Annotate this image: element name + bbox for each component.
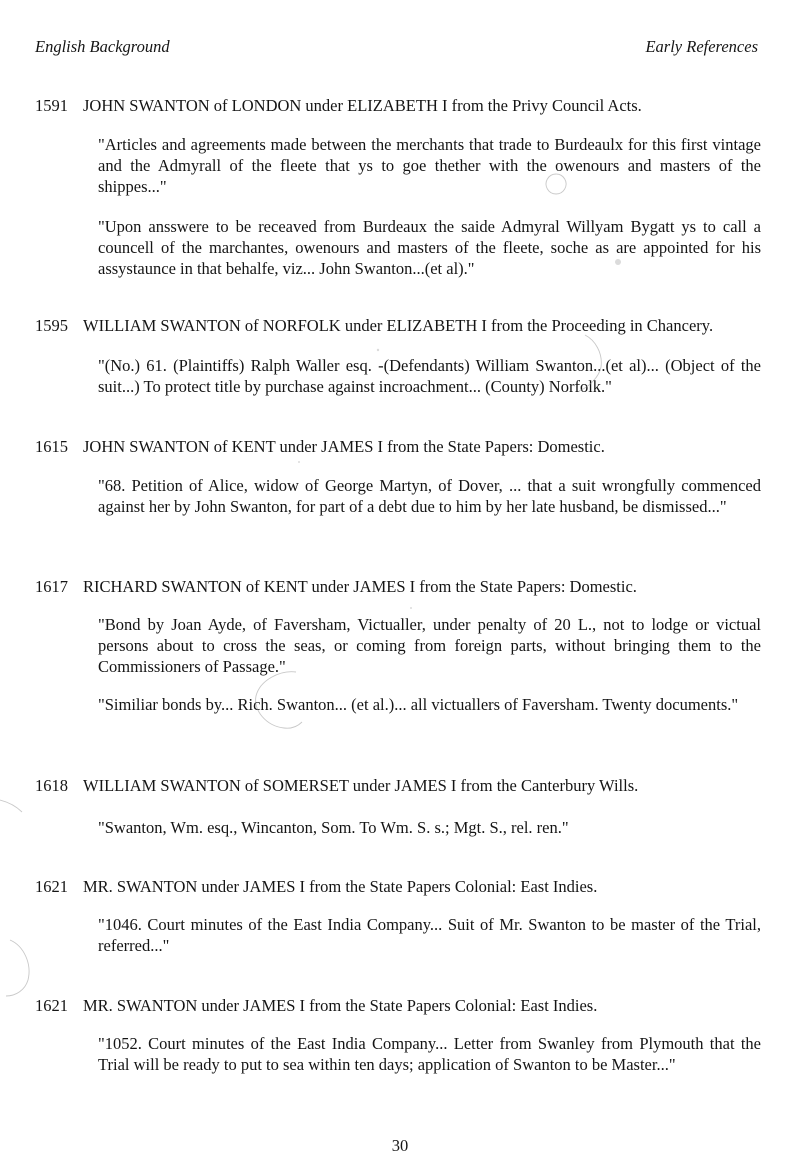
entry-quote: "68. Petition of Alice, widow of George Martyn, of Dover, ... that a suit wrongfully commenced against her by John Swanton, for part of a debt due to him by her late husband, be dismissed...": [98, 476, 761, 516]
entry-year: 1621: [35, 996, 68, 1015]
entry-title: MR. SWANTON under JAMES I from the State Papers Colonial: East Indies.: [83, 877, 598, 896]
entry-quote: "Swanton, Wm. esq., Wincanton, Som. To Wm. S. s.; Mgt. S., rel. ren.": [98, 818, 569, 837]
entry-quote: "1046. Court minutes of the East India Company... Suit of Mr. Swanton to be master of the Trial, referred...": [98, 915, 761, 955]
entry-title: WILLIAM SWANTON of SOMERSET under JAMES I from the Canterbury Wills.: [83, 776, 639, 795]
margin-pencil-mark: [6, 940, 29, 996]
entry-year: 1617: [35, 577, 68, 596]
running-header-left: English Background: [35, 37, 170, 56]
scan-speck: [377, 349, 379, 351]
entry-quote: "Upon ansswere to be receaved from Burdeaux the saide Admyral Willyam Bygatt ys to call a councell of the marchantes, owenours and masters of the fleete, soche as are appointed for his assystaunce in that behalfe, viz... John Swanton...(et al).": [98, 217, 761, 278]
entry-title: JOHN SWANTON of KENT under JAMES I from the State Papers: Domestic.: [83, 437, 605, 456]
entry-title: RICHARD SWANTON of KENT under JAMES I from the State Papers: Domestic.: [83, 577, 637, 596]
entry-quote: "Similiar bonds by... Rich. Swanton... (et al.)... all victuallers of Faversham. Twenty documents.": [98, 695, 739, 714]
entry-title: WILLIAM SWANTON of NORFOLK under ELIZABETH I from the Proceeding in Chancery.: [83, 316, 714, 335]
scan-speck: [410, 607, 412, 609]
entry-quote: "Bond by Joan Ayde, of Faversham, Victualler, under penalty of 20 L., not to lodge or victual persons about to cross the seas, or coming from foreign parts, without bringing them to the Commissioners of Passage.": [98, 615, 761, 676]
entry-title: MR. SWANTON under JAMES I from the State Papers Colonial: East Indies.: [83, 996, 598, 1015]
margin-pencil-mark: [0, 800, 22, 812]
entry-heading: [35, 316, 770, 336]
entry-heading: [35, 437, 770, 457]
entry-year: 1618: [35, 776, 68, 795]
entry-heading: [35, 877, 770, 897]
entry-year: 1595: [35, 316, 68, 335]
entry-title: JOHN SWANTON of LONDON under ELIZABETH I from the Privy Council Acts.: [83, 96, 642, 115]
entry-year: 1621: [35, 877, 68, 896]
entry-quote: "(No.) 61. (Plaintiffs) Ralph Waller esq. -(Defendants) William Swanton...(et al)... (Object of the suit...) To protect title by purchase against incroachment... (County) Norfolk.": [98, 356, 761, 396]
running-header-right: Early References: [645, 37, 758, 56]
entry-year: 1615: [35, 437, 68, 456]
entry-quote: "1052. Court minutes of the East India Company... Letter from Swanley from Plymouth that the Trial will be ready to put to sea within ten days; application of Swanton to be Master...": [98, 1034, 761, 1074]
entry-quote: "Articles and agreements made between the merchants that trade to Burdeaulx for this first vintage and the Admyrall of the fleete that ys to goe thether with the owenours and masters of the shippes...": [98, 135, 761, 196]
page-number: 30: [391, 1136, 409, 1155]
entry-year: 1591: [35, 96, 68, 115]
entry-heading: [35, 996, 770, 1016]
scan-speck: [298, 461, 300, 463]
entry-heading: [35, 577, 770, 597]
entry-heading: [35, 96, 770, 116]
entry-heading: [35, 776, 770, 796]
